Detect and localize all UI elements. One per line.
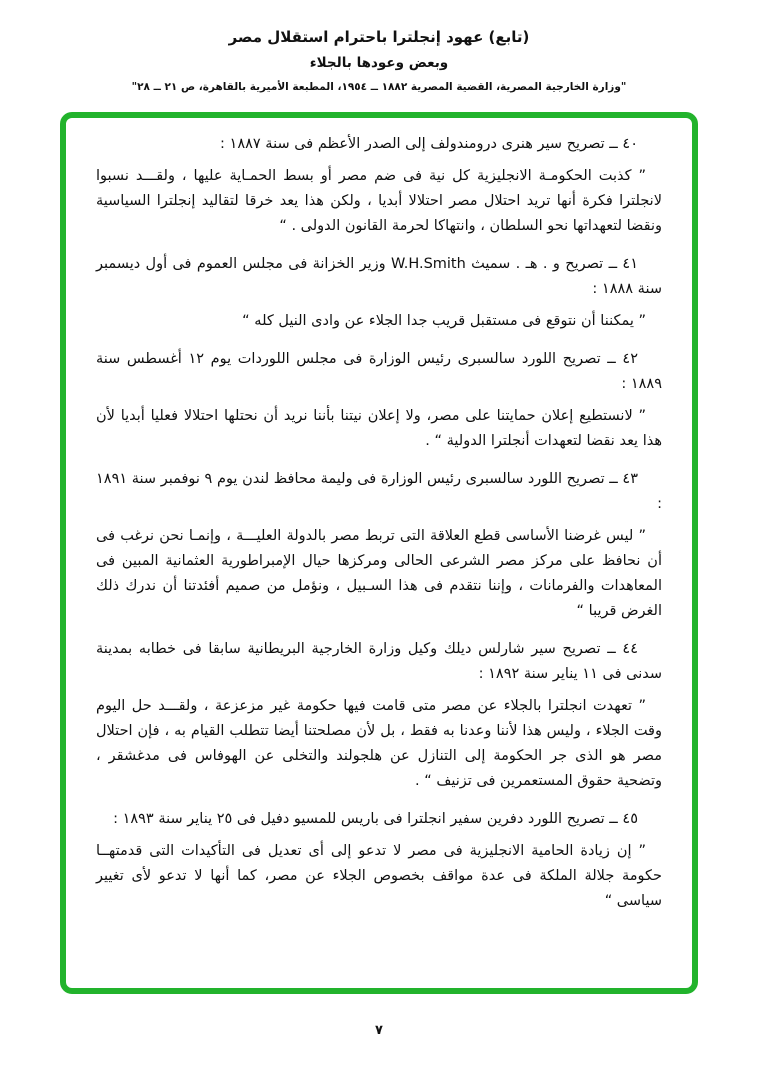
page-title: (تابع) عهود إنجلترا باحترام استقلال مصر bbox=[228, 28, 530, 46]
source-citation: "وزارة الخارجية المصرية، القضية المصرية ١٨٨٢ ــ ١٩٥٤، المطبعة الأميرية بالقاهرة، ص ٢١ ــ ٢٨" bbox=[131, 81, 627, 93]
entry-heading: ٤٢ ــ تصريح اللورد سالسبرى رئيس الوزارة فى مجلس اللوردات يوم ١٢ أغسطس سنة ١٨٨٩ : bbox=[96, 351, 662, 392]
entry-heading: ٤١ ــ تصريح و . هـ . سميث W.H.Smith وزير الخزانة فى مجلس العموم فى أول ديسمبر سنة ١٨٨٨ : bbox=[96, 256, 662, 297]
entry-quote-text: ” ليس غرضنا الأساسى قطع العلاقة التى تربط مصر بالدولة العليـــة ، وإنمـا نحن نرغب فى أن نحافظ على مركز مصر الشرعى الحالى ومركزها حيال الإمبراطورية العثمانية المبين فى المعاهدات والفرمانات ، وإننا نتقدم فى هذا السـبيل ، ونؤمل من صميم أفئدتنا أن ندرك ذلك الغرض قريبا “ bbox=[96, 528, 662, 619]
declaration-entry-44 bbox=[96, 637, 662, 794]
entry-heading: ٤٥ ــ تصريح اللورد دفرين سفير انجلترا فى باريس للمسيو دفيل فى ٢٥ يناير سنة ١٨٩٣ : bbox=[113, 811, 638, 827]
declaration-entry-45 bbox=[96, 807, 662, 914]
green-quotes-frame bbox=[60, 112, 698, 994]
entry-quote-text: ” إن زيادة الحامية الانجليزية فى مصر لا تدعو إلى أى تعديل فى التأكيدات التى قدمتهــا حكومة جلالة الملكة فى عدة مواقف بخصوص الجلاء عن مصر، كما أنها لا تدعو لأى تغيير سياسى “ bbox=[96, 843, 662, 909]
entry-heading: ٤٤ ــ تصريح سير شارلس ديلك وكيل وزارة الخارجية البريطانية سابقا فى خطابه بمدينة سدنى فى ١١ يناير سنة ١٨٩٢ : bbox=[96, 641, 662, 682]
entry-heading: ٤٠ ــ تصريح سير هنرى درومندولف إلى الصدر الأعظم فى سنة ١٨٨٧ : bbox=[220, 136, 638, 152]
entry-heading: ٤٣ ــ تصريح اللورد سالسبرى رئيس الوزارة فى وليمة محافظ لندن يوم ٩ نوفمبر سنة ١٨٩١ : bbox=[96, 471, 662, 512]
declaration-entry-43 bbox=[96, 467, 662, 624]
entry-quote-text: ” لانستطيع إعلان حمايتنا على مصر، ولا إعلان نيتنا بأننا نريد أن نحتلها احتلالا فعليا أبديا لأن هذا يعد نقضا لتعهدات أنجلترا الدولية “ . bbox=[96, 408, 662, 449]
declaration-entry-41 bbox=[96, 252, 662, 334]
page-footer bbox=[0, 1019, 758, 1038]
declaration-entry-40 bbox=[96, 132, 662, 239]
page-number: ٧ bbox=[375, 1023, 383, 1038]
page-subtitle: وبعض وعودها بالجلاء bbox=[309, 55, 449, 71]
document-header bbox=[0, 0, 758, 93]
entry-quote-text: ” كذبت الحكومـة الانجليزية كل نية فى ضم مصر أو بسط الحمـاية عليها ، ولقـــد نسبوا لانجلترا فكرة أنها تريد احتلال مصر احتلالا أبديا ، ولكن هذا يعد خرقا لتقاليد إنجلترا السياسية ونقضا لتعهداتها نحو السلطان ، وانتهاكا لحرمة القانون الدولى . “ bbox=[96, 168, 662, 234]
declaration-entry-42 bbox=[96, 347, 662, 454]
entry-quote-text: ” يمكننا أن نتوقع فى مستقبل قريب جدا الجلاء عن وادى النيل كله “ bbox=[242, 313, 646, 329]
entry-quote-text: ” تعهدت انجلترا بالجلاء عن مصر متى قامت فيها حكومة غير مزعزعة ، ولقـــد حل اليوم وقت الجلاء ، وليس هذا لأننا وعدنا به فقط ، بل لأن مصلحتنا أيضا تتطلب القيام به ، فإن احتلال مصر هو الذى جر الحكومة إلى التنازل عن هلجولند والتخلى عن الهوفاس فى مدغشقر ، وتضحية حقوق المستعمرين فى تزنيف “ . bbox=[96, 698, 662, 789]
